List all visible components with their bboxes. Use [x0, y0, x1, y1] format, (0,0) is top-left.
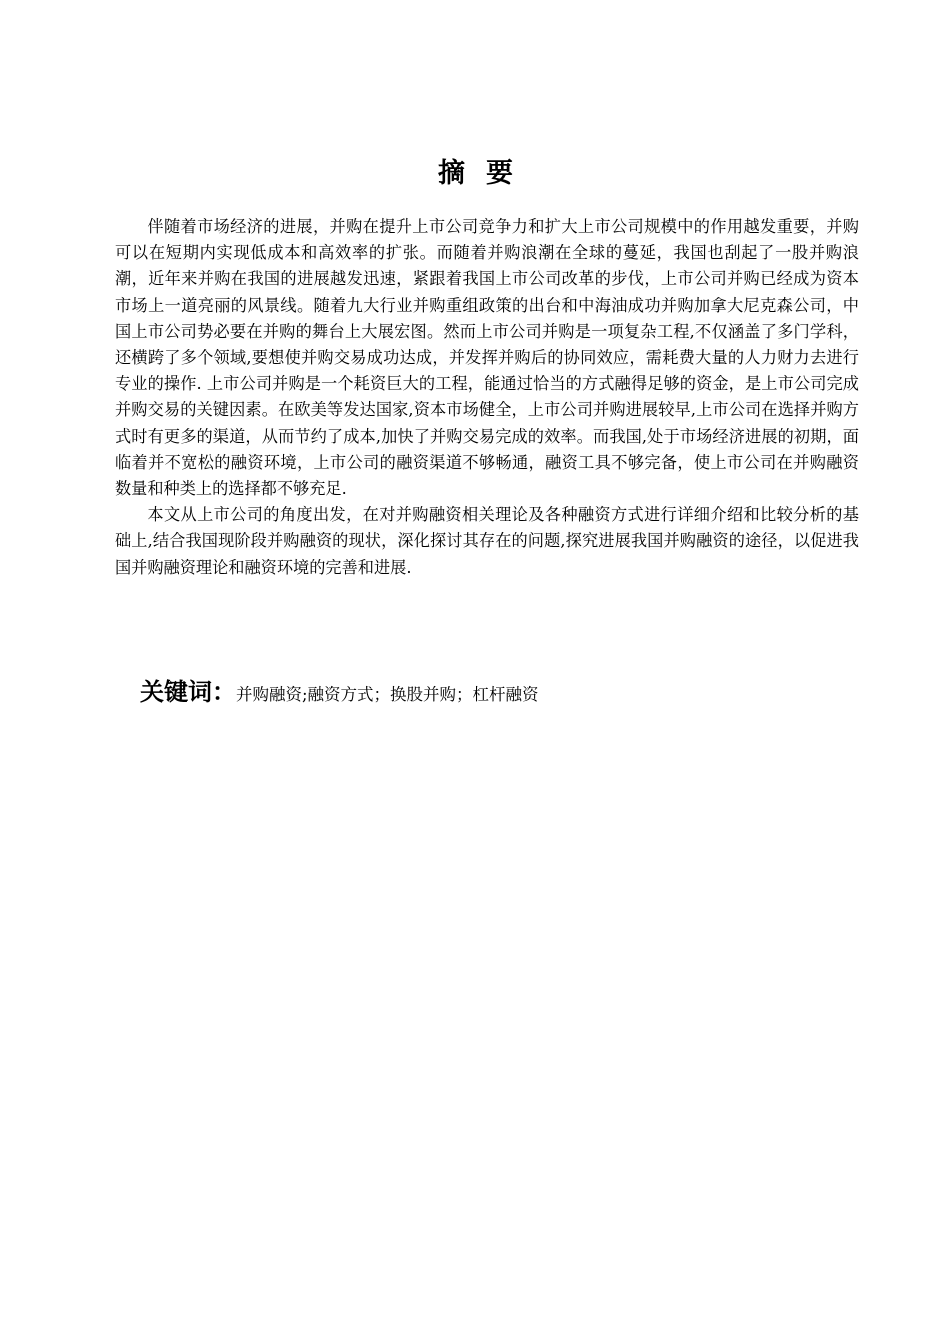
abstract-paragraph-2: 本文从上市公司的角度出发，在对并购融资相关理论及各种融资方式进行详细介绍和比较分析的基础上,结合我国现阶段并购融资的现状，深化探讨其存在的问题,探究进展我国并购融资的途径，以促进我国并购融资理论和融资环境的完善和进展.	[115, 505, 859, 577]
abstract-title: 摘要	[438, 158, 534, 189]
keywords-label: 关键词：	[140, 678, 236, 706]
abstract-paragraph-1: 伴随着市场经济的进展，并购在提升上市公司竞争力和扩大上市公司规模中的作用越发重要，并购可以在短期内实现低成本和高效率的扩张。而随着并购浪潮在全球的蔓延，我国也刮起了一股并购浪潮，近年来并购在我国的进展越发迅速，紧跟着我国上市公司改革的步伐，上市公司并购已经成为资本市场上一道亮丽的风景线。随着九大行业并购重组政策的出台和中海油成功并购加拿大尼克森公司，中国上市公司势必要在并购的舞台上大展宏图。然而上市公司并购是一项复杂工程,不仅涵盖了多门学科，还横跨了多个领域,要想使并购交易成功达成，并发挥并购后的协同效应，需耗费大量的人力财力去进行专业的操作. 上市公司并购是一个耗资巨大的工程，能通过恰当的方式融得足够的资金，是上市公司完成并购交易的关键因素。在欧美等发达国家,资本市场健全，上市公司并购进展较早,上市公司在选择并购方式时有更多的渠道，从而节约了成本,加快了并购交易完成的效率。而我国,处于市场经济进展的初期，面临着并不宽松的融资环境，上市公司的融资渠道不够畅通，融资工具不够完备，使上市公司在并购融资数量和种类上的选择都不够充足.	[115, 217, 859, 499]
keywords-line	[140, 672, 539, 715]
keywords-values: 并购融资;融资方式；换股并购；杠杆融资	[236, 685, 539, 704]
abstract-body	[115, 214, 859, 581]
